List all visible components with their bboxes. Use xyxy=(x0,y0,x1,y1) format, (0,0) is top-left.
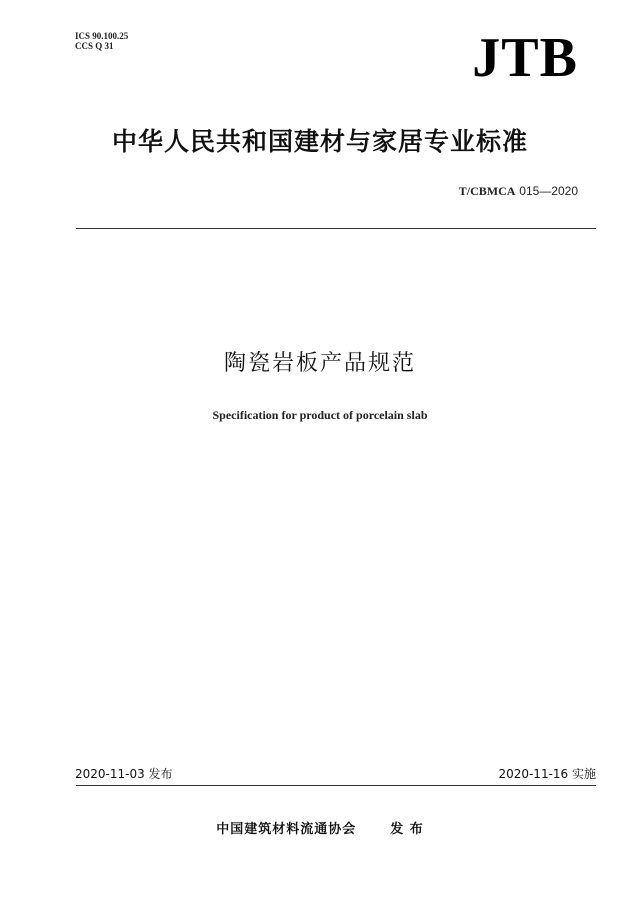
standard-number xyxy=(459,184,578,199)
issuer-line xyxy=(0,818,640,837)
document-title-zh: 陶瓷岩板产品规范 xyxy=(223,351,416,376)
publish-date: 2020-11-03 发布 xyxy=(75,767,173,781)
standard-category-title: 中华人民共和国建材与家居专业标准 xyxy=(111,127,528,156)
standard-number-prefix: T/CBMCA xyxy=(458,184,516,198)
ccs-code: CCS Q 31 xyxy=(75,41,114,51)
standard-number-value: 015—2020 xyxy=(519,184,578,198)
implement-date: 2020-11-16 实施 xyxy=(498,767,596,781)
classification-codes xyxy=(75,31,128,51)
ics-code: ICS 90.100.25 xyxy=(75,31,129,41)
issuer-name: 中国建筑材料流通协会 xyxy=(216,822,357,837)
bottom-divider xyxy=(76,785,596,786)
top-divider xyxy=(76,228,596,229)
jtb-logo: JTB xyxy=(472,27,578,89)
document-title-en: Specification for product of porcelain slab xyxy=(212,408,428,422)
issue-word: 发 布 xyxy=(390,822,424,837)
